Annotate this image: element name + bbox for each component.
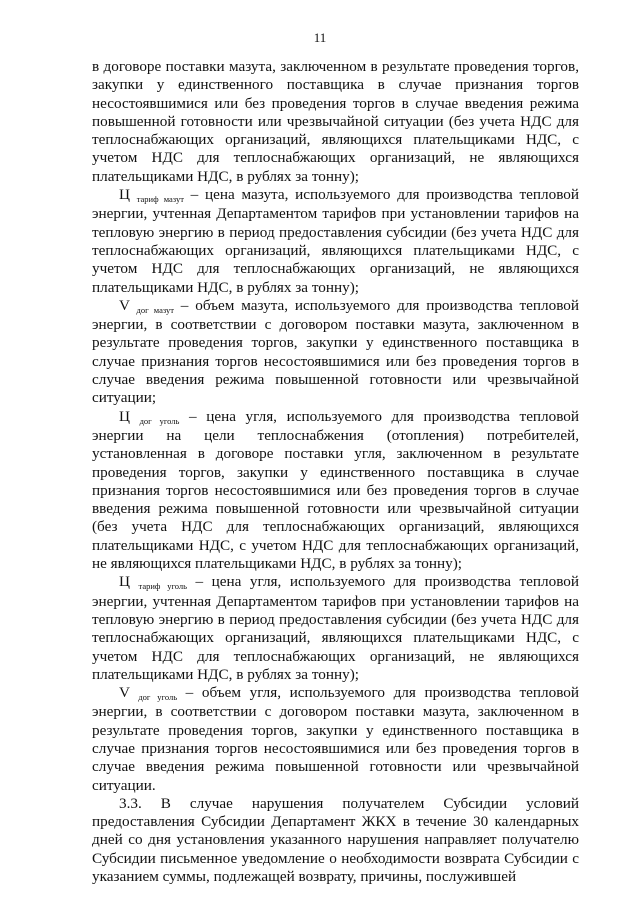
- formula-symbol: [119, 684, 177, 701]
- paragraph-text: – цена мазута, используемого для производства тепловой энергии, учтенная Департаментом тарифов при установлении тарифов на тепловую энергию в период предоставления субсидии (без учета НДС для теплоснабжающих организаций, являющихся плательщиками НДС, с учетом НДС для теплоснабжающих организаций, не являющихся плательщиками НДС, в рублях за тонну);: [92, 186, 579, 296]
- paragraph-clause-3-3: [92, 795, 579, 886]
- paragraph-text: – цена угля, используемого для производства тепловой энергии, учтенная Департаментом тарифов при установлении тарифов на тепловую энергию в период предоставления субсидии (без учета НДС для теплоснабжающих организаций, являющихся плательщиками НДС, с учетом НДС для теплоснабжающих организаций, не являющихся плательщиками НДС, в рублях за тонну);: [92, 573, 580, 683]
- formula-symbol: [119, 297, 174, 314]
- paragraph-text: – цена угля, используемого для производства тепловой энергии на цели теплоснабжения (отопления) потребителей, установленная в договоре поставки угля, заключенном в результате проведения торгов, закупки у единственного поставщика в случае признания торгов несостоявшимися или без проведения торгов в случае введения режима повышенной готовности или чрезвычайной ситуации (без учета НДС для теплоснабжающих организаций, являющихся плательщиками НДС, с учетом НДС для теплоснабжающих организаций, не являющихся плательщиками НДС, в рублях за тонну);: [92, 407, 580, 573]
- symbol-subscript: дог уголь: [138, 692, 178, 703]
- symbol-subscript: дог уголь: [139, 415, 180, 426]
- paragraph-text: в договоре поставки мазута, заключенном в результате проведения торгов, закупки у единственного поставщика в случае признания торгов несостоявшимися или без проведения торгов в случае введения режима повышенной готовности или чрезвычайной ситуации (без учета НДС для теплоснабжающих организаций, являющихся плательщиками НДС, с учетом НДС для теплоснабжающих организаций, не являющихся плательщиками НДС, в рублях за тонну);: [92, 58, 579, 185]
- document-body: [92, 58, 579, 886]
- symbol-subscript: дог мазут: [136, 304, 174, 315]
- formula-symbol: [119, 186, 184, 203]
- page-number: 11: [313, 30, 327, 45]
- symbol-letter: Ц: [119, 186, 130, 204]
- paragraph-definition-tarif-coal: [92, 573, 579, 684]
- symbol-subscript: тариф мазут: [136, 194, 184, 205]
- symbol-letter: Ц: [119, 573, 130, 591]
- paragraph-definition-volume-mazut: [92, 297, 579, 408]
- paragraph-definition-price-coal: [92, 408, 579, 574]
- paragraph-definition-tarif-mazut: [92, 186, 579, 297]
- formula-symbol: [119, 573, 187, 590]
- paragraph-text: – объем угля, используемого для производства тепловой энергии, в соответствии с договором поставки мазута, заключенном в результате проведения торгов, закупки у единственного поставщика в случае признания торгов несостоявшимися или без проведения торгов в случае введения режима повышенной готовности или чрезвычайной ситуации.: [92, 684, 579, 794]
- symbol-letter: Ц: [119, 407, 130, 425]
- paragraph-definition-volume-coal: [92, 684, 579, 795]
- paragraph-text: В случае нарушения получателем Субсидии условий предоставления Субсидии Департамент ЖКХ в течение 30 календарных дней со дня установления указанного нарушения направляет получателю Субсидии письменное уведомление о необходимости возврата Субсидии с указанием суммы, подлежащей возврату, причины, послужившей: [92, 794, 579, 886]
- symbol-subscript: тариф уголь: [138, 581, 188, 592]
- symbol-letter: V: [119, 684, 130, 702]
- symbol-letter: V: [119, 296, 130, 314]
- formula-symbol: [119, 408, 179, 425]
- clause-number: 3.3.: [119, 794, 142, 812]
- paragraph-text: – объем мазута, используемого для производства тепловой энергии, в соответствии с договором поставки мазута, заключенном в результате проведения торгов, закупки у единственного поставщика в случае признания торгов несостоявшимися или без проведения торгов в случае введения режима повышенной готовности или чрезвычайной ситуации;: [92, 296, 579, 407]
- paragraph-continuation: [92, 58, 579, 186]
